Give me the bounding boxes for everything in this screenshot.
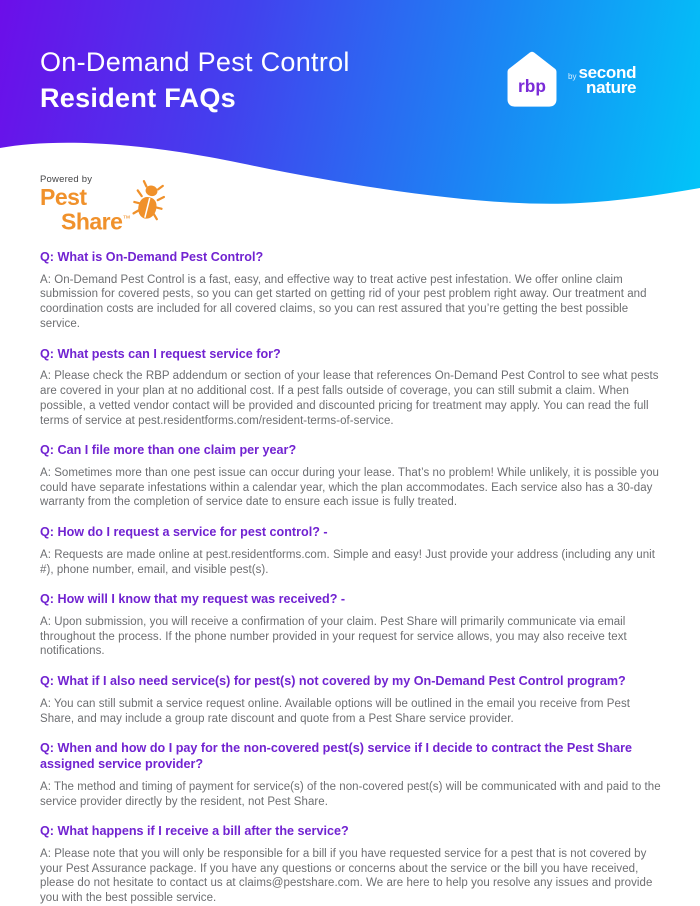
faq-content <box>0 250 700 906</box>
faq-answer: A: Please note that you will only be responsible for a bill if you have requested service for a pest that is not covered by your Pest Assurance package. If you have any questions or concerns about the service or the bill you have received, please do not hesitate to contact us at claims@pestshare.com. We are here to help you resolve any issues and provide you with the best possible service. <box>40 847 653 905</box>
brand-word-second: second <box>578 63 637 82</box>
rbp-logo-text: rbp <box>518 76 546 97</box>
faq-question: Q: How do I request a service for pest control? - <box>40 525 328 540</box>
second-nature-wordmark <box>568 65 636 95</box>
header-banner <box>0 0 700 235</box>
rbp-second-nature-logo <box>504 50 636 110</box>
faq-item <box>40 741 662 809</box>
faq-item <box>40 525 662 577</box>
pest-share-logo <box>40 174 164 233</box>
faq-item <box>40 250 662 332</box>
faq-answer: A: Please check the RBP addendum or section of your lease that references On-Demand Pest Control to see what pests are covered in your plan at no additional cost. If a pest falls outside of coverage, you can still submit a claim. When possible, a vetted vendor contact will be provided and discounted pricing for treatment may apply. You can read the full terms of service at pest.residentforms.com/resident-terms-of-service. <box>40 370 659 427</box>
faq-item <box>40 592 662 659</box>
faq-answer: A: Requests are made online at pest.residentforms.com. Simple and easy! Just provide your address (including any unit #), phone number, email, and visible pest(s). <box>40 548 656 576</box>
faq-answer: A: The method and timing of payment for service(s) of the non-covered pest(s) will be communicated with and paid to the service provider directly by the resident, not Pest Share. <box>40 780 661 808</box>
faq-item <box>40 347 662 429</box>
faq-answer: A: Sometimes more than one pest issue can occur during your lease. That’s no problem! While unlikely, it is possible you could have separate infestations within a calendar year, which the plan accommodates. Each service also has a 30-day warranty from the completion of service date to ensure each issue is fully treated. <box>40 466 659 509</box>
trademark-symbol: ™ <box>122 214 130 223</box>
powered-by-label: Powered by <box>40 174 93 185</box>
faq-item <box>40 674 662 726</box>
header-titles <box>40 44 350 116</box>
faq-list <box>40 250 662 906</box>
page-title: On-Demand Pest Control <box>40 47 350 77</box>
faq-answer: A: On-Demand Pest Control is a fast, easy, and effective way to treat active pest infestation. We offer online claim submission for covered pests, so you can get started on getting rid of your pest problem right away. Our treatment and coordination costs are included for all covered claims, so you can rest assured that you’re getting the best possible service. <box>40 273 647 330</box>
rbp-house-icon <box>504 50 560 110</box>
faq-question: Q: Can I file more than one claim per year? <box>40 443 297 458</box>
faq-question: Q: What pests can I request service for? <box>40 346 281 361</box>
brand-word-nature: nature <box>586 78 637 97</box>
faq-item <box>40 443 662 510</box>
pest-share-word-pest: Pest <box>40 184 87 210</box>
faq-question: Q: What is On-Demand Pest Control? <box>40 250 264 264</box>
faq-question: Q: How will I know that my request was received? - <box>40 592 346 607</box>
faq-item <box>40 824 662 906</box>
faq-question: Q: What if I also need service(s) for pest(s) not covered by my On-Demand Pest Control program? <box>40 674 626 689</box>
faq-answer: A: You can still submit a service request online. Available options will be outlined in the email you receive from Pest Share, and may include a group rate discount and quote from a Pest Share service provider. <box>40 697 631 725</box>
page-subtitle: Resident FAQs <box>40 83 236 113</box>
pest-share-word-share: Share™ <box>61 208 130 235</box>
faq-question: Q: When and how do I pay for the non-covered pest(s) service if I decide to contract the Pest Share assigned service provider? <box>40 741 633 772</box>
by-label: by <box>568 72 577 81</box>
faq-answer: A: Upon submission, you will receive a confirmation of your claim. Pest Share will primarily communicate via email throughout the process. If the phone number provided in your request for service allows, you may also receive text notifications. <box>40 616 627 658</box>
faq-question: Q: What happens if I receive a bill after the service? <box>40 824 349 839</box>
